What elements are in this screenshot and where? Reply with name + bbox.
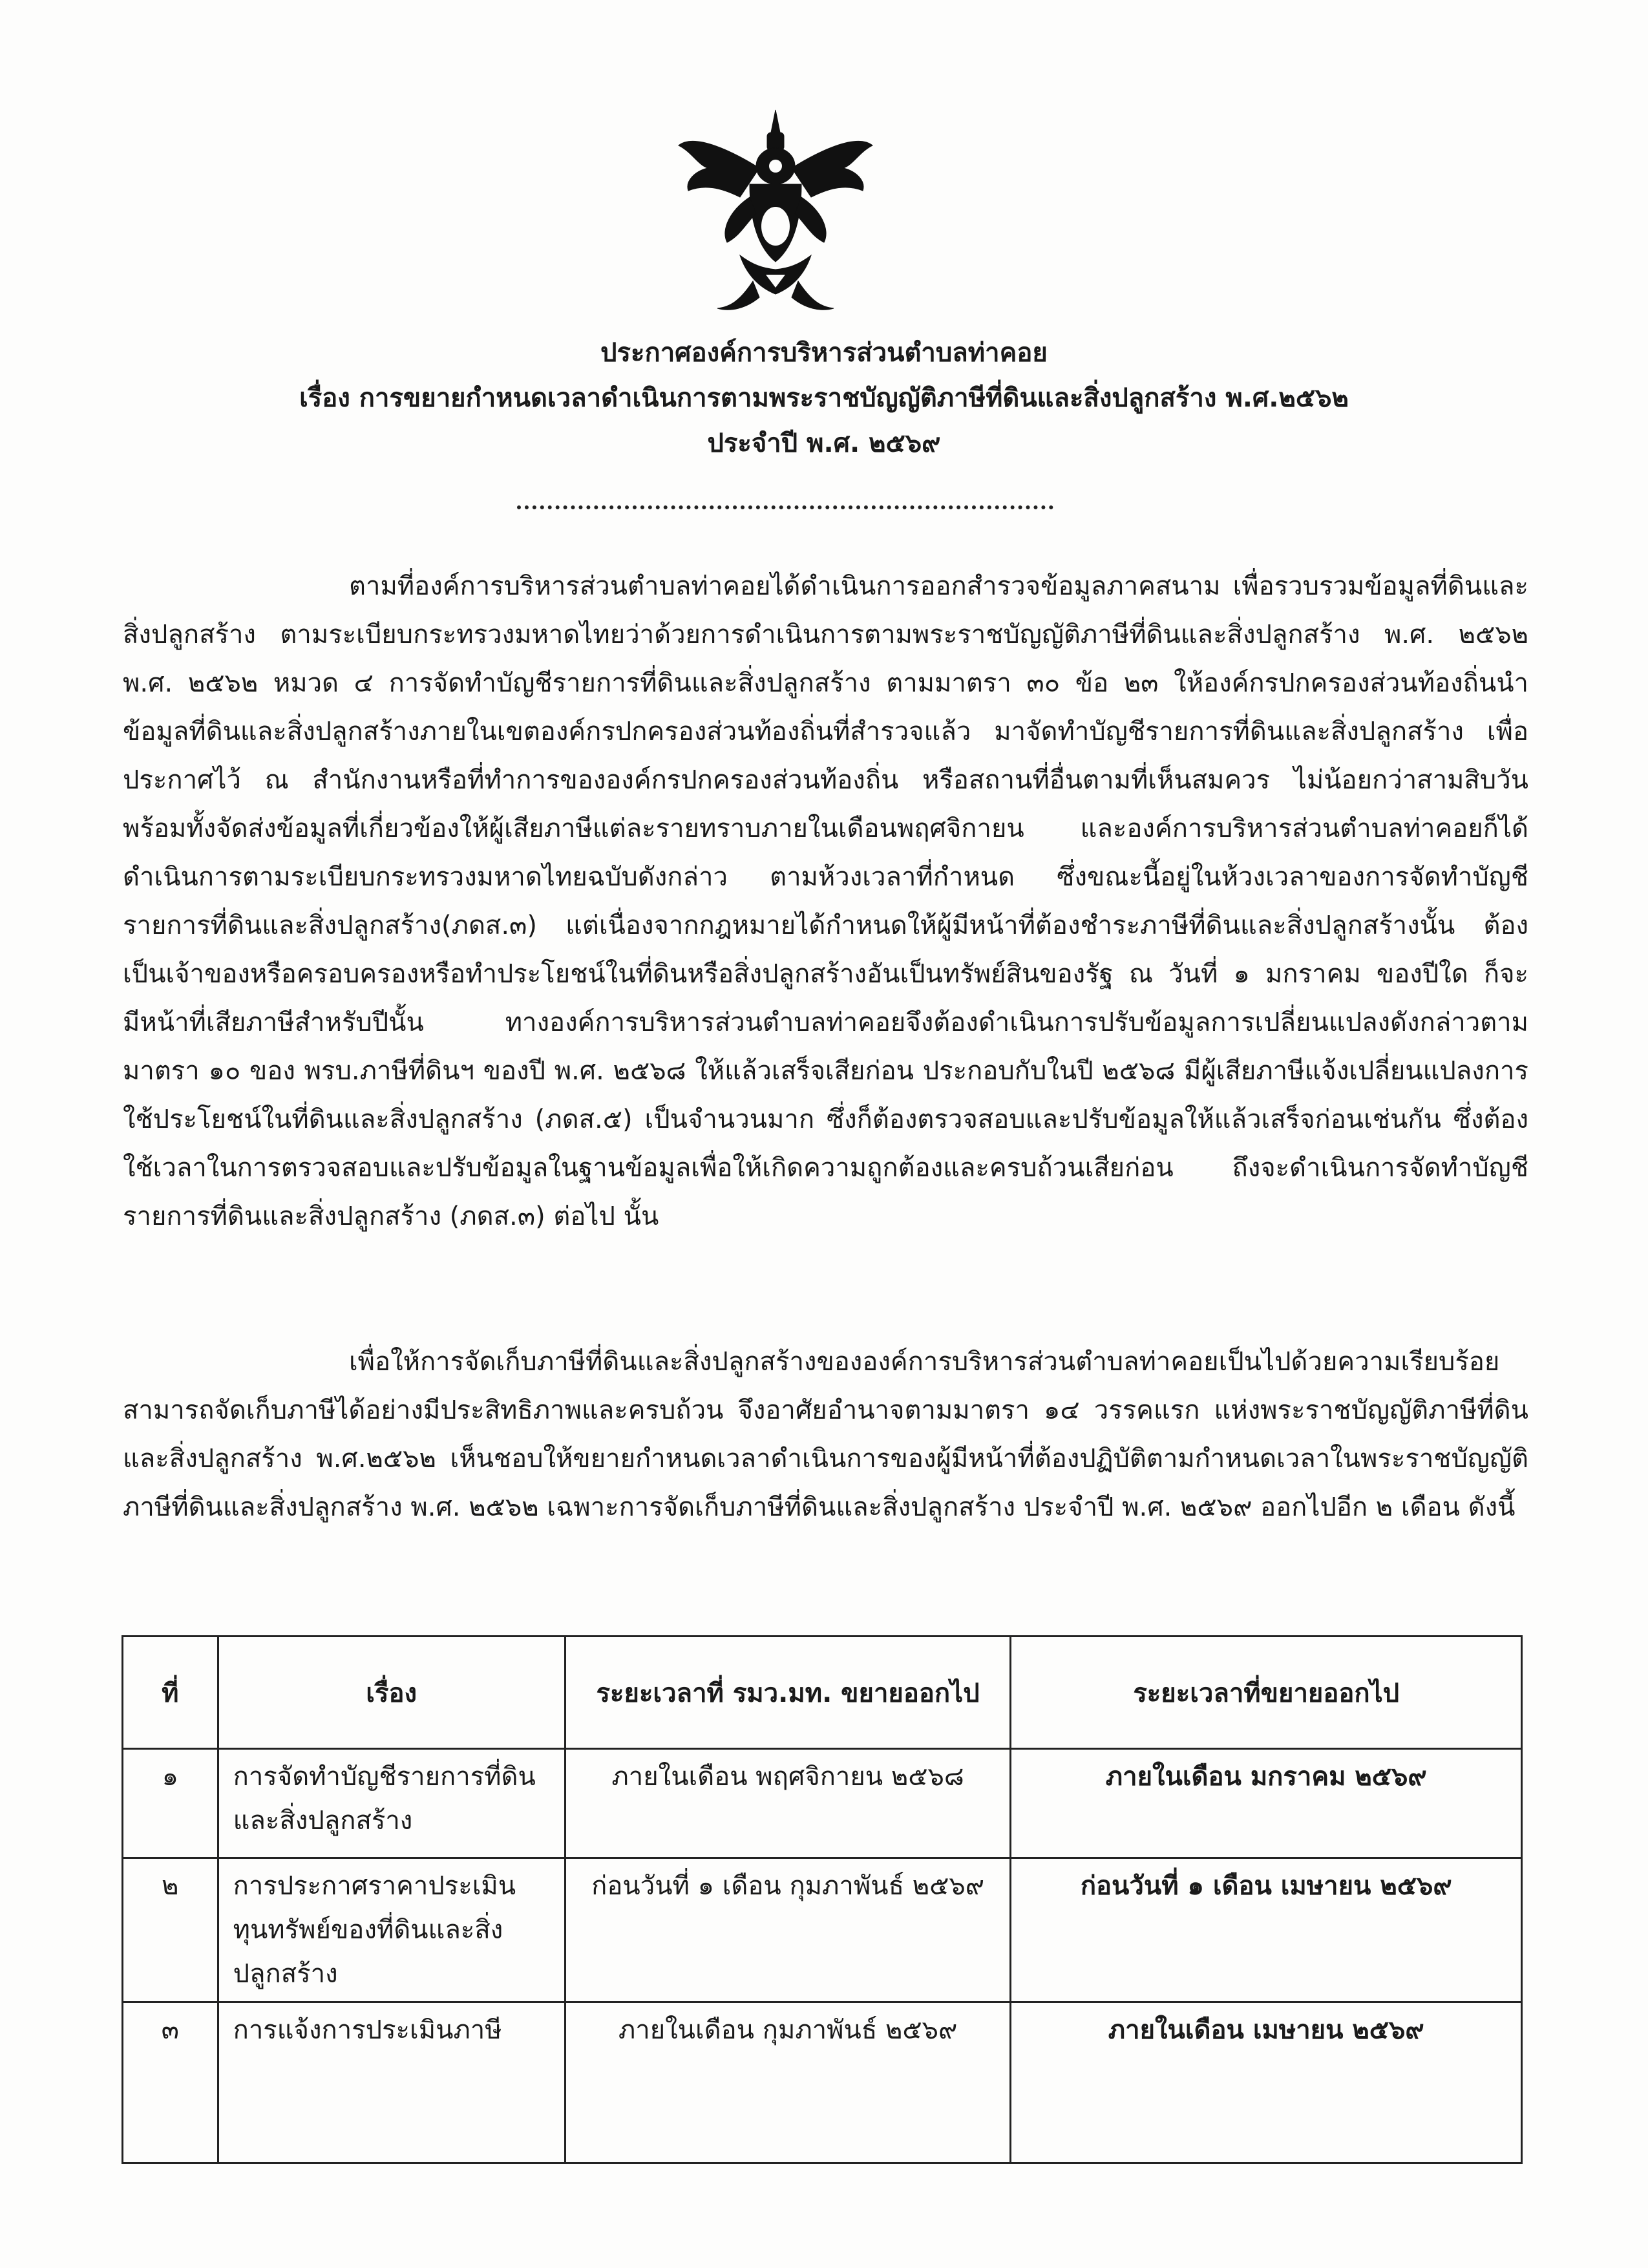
cell-ministry-period: ก่อนวันที่ ๑ เดือน กุมภาพันธ์ ๒๕๖๙	[565, 1858, 1011, 2002]
header-subject: เรื่อง	[218, 1637, 565, 1749]
cell-ministry-period: ภายในเดือน พฤศจิกายน ๒๕๖๘	[565, 1749, 1011, 1858]
announcement-body-2	[123, 1338, 1528, 1532]
announcement-title	[116, 336, 1532, 485]
title-line-3: ประจำปี พ.ศ. ๒๕๖๙	[707, 429, 941, 458]
cell-extended-period: ภายในเดือน เมษายน ๒๕๖๙	[1011, 2002, 1522, 2163]
garuda-emblem-icon	[669, 107, 882, 320]
table-header-row	[123, 1637, 1522, 1749]
cell-no: ๑	[123, 1749, 218, 1858]
dotted-divider	[517, 498, 1053, 509]
cell-extended-period: ก่อนวันที่ ๑ เดือน เมษายน ๒๕๖๙	[1011, 1858, 1522, 2002]
table-row	[123, 1749, 1522, 1858]
title-line-2: เรื่อง การขยายกำหนดเวลาดำเนินการตามพระราชบัญญัติภาษีที่ดินและสิ่งปลูกสร้าง พ.ศ.๒๕๖๒	[299, 383, 1349, 413]
body-paragraph-1: ตามที่องค์การบริหารส่วนตำบลท่าคอยได้ดำเนินการออกสำรวจข้อมูลภาคสนาม เพื่อรวบรวมข้อมูลที่ดินและสิ่งปลูกสร้าง ตามระเบียบกระทรวงมหาดไทยว่าด้วยการดำเนินการตามพระราชบัญญัติภาษีที่ดินและสิ่งปลูกสร้าง พ.ศ. ๒๕๖๒ พ.ศ. ๒๕๖๒ หมวด ๔ การจัดทำบัญชีรายการที่ดินและสิ่งปลูกสร้าง ตามมาตรา ๓๐ ข้อ ๒๓ ให้องค์กรปกครองส่วนท้องถิ่นนำข้อมูลที่ดินและสิ่งปลูกสร้างภายในเขตองค์กรปกครองส่วนท้องถิ่นที่สำรวจแล้ว มาจัดทำบัญชีรายการที่ดินและสิ่งปลูกสร้าง เพื่อประกาศไว้ ณ สำนักงานหรือที่ทำการขององค์กรปกครองส่วนท้องถิ่น หรือสถานที่อื่นตามที่เห็นสมควร ไม่น้อยกว่าสามสิบวัน พร้อมทั้งจัดส่งข้อมูลที่เกี่ยวข้องให้ผู้เสียภาษีแต่ละรายทราบภายในเดือนพฤศจิกายน และองค์การบริหารส่วนตำบลท่าคอยก็ได้ดำเนินการตามระเบียบกระทรวงมหาดไทยฉบับดังกล่าว ตามห้วงเวลาที่กำหนด ซึ่งขณะนี้อยู่ในห้วงเวลาของการจัดทำบัญชีรายการที่ดินและสิ่งปลูกสร้าง(ภดส.๓) แต่เนื่องจากกฎหมายได้กำหนดให้ผู้มีหน้าที่ต้องชำระภาษีที่ดินและสิ่งปลูกสร้างนั้น ต้องเป็นเจ้าของหรือครอบครองหรือทำประโยชน์ในที่ดินหรือสิ่งปลูกสร้างอันเป็นทรัพย์สินของรัฐ ณ วันที่ ๑ มกราคม ของปีใด ก็จะมีหน้าที่เสียภาษีสำหรับปีนั้น ทางองค์การบริหารส่วนตำบลท่าคอยจึงต้องดำเนินการปรับข้อมูลการเปลี่ยนแปลงดังกล่าวตาม มาตรา ๑๐ ของ พรบ.ภาษีที่ดินฯ ของปี พ.ศ. ๒๕๖๘ ให้แล้วเสร็จเสียก่อน ประกอบกับในปี ๒๕๖๘ มีผู้เสียภาษีแจ้งเปลี่ยนแปลงการใช้ประโยชน์ในที่ดินและสิ่งปลูกสร้าง (ภดส.๕) เป็นจำนวนมาก ซึ่งก็ต้องตรวจสอบและปรับข้อมูลให้แล้วเสร็จก่อนเช่นกัน ซึ่งต้องใช้เวลาในการตรวจสอบและปรับข้อมูลในฐานข้อมูลเพื่อให้เกิดความถูกต้องและครบถ้วนเสียก่อน ถึงจะดำเนินการจัดทำบัญชีรายการที่ดินและสิ่งปลูกสร้าง (ภดส.๓) ต่อไป นั้น	[123, 571, 1528, 1231]
table-row	[123, 2002, 1522, 2163]
cell-no: ๒	[123, 1858, 218, 2002]
cell-ministry-period: ภายในเดือน กุมภาพันธ์ ๒๕๖๙	[565, 2002, 1011, 2163]
extension-schedule-table	[121, 1635, 1523, 2164]
header-extended-period: ระยะเวลาที่ขยายออกไป	[1011, 1637, 1522, 1749]
cell-no: ๓	[123, 2002, 218, 2163]
cell-extended-period: ภายในเดือน มกราคม ๒๕๖๙	[1011, 1749, 1522, 1858]
cell-subject: การแจ้งการประเมินภาษี	[218, 2002, 565, 2163]
title-line-1: ประกาศองค์การบริหารส่วนตำบลท่าคอย	[600, 338, 1048, 368]
announcement-body	[123, 562, 1528, 1241]
table-row	[123, 1858, 1522, 2002]
cell-subject: การประกาศราคาประเมินทุนทรัพย์ของที่ดินและสิ่งปลูกสร้าง	[218, 1858, 565, 2002]
body-paragraph-2: เพื่อให้การจัดเก็บภาษีที่ดินและสิ่งปลูกสร้างขององค์การบริหารส่วนตำบลท่าคอยเป็นไปด้วยความเรียบร้อย สามารถจัดเก็บภาษีได้อย่างมีประสิทธิภาพและครบถ้วน จึงอาศัยอำนาจตามมาตรา ๑๔ วรรคแรก แห่งพระราชบัญญัติภาษีที่ดินและสิ่งปลูกสร้าง พ.ศ.๒๕๖๒ เห็นชอบให้ขยายกำหนดเวลาดำเนินการของผู้มีหน้าที่ต้องปฏิบัติตามกำหนดเวลาในพระราชบัญญัติภาษีที่ดินและสิ่งปลูกสร้าง พ.ศ. ๒๕๖๒ เฉพาะการจัดเก็บภาษีที่ดินและสิ่งปลูกสร้าง ประจำปี พ.ศ. ๒๕๖๙ ออกไปอีก ๒ เดือน ดังนี้	[123, 1347, 1528, 1522]
header-no: ที่	[123, 1637, 218, 1749]
cell-subject: การจัดทำบัญชีรายการที่ดินและสิ่งปลูกสร้าง	[218, 1749, 565, 1858]
header-ministry-period: ระยะเวลาที่ รมว.มท. ขยายออกไป	[565, 1637, 1011, 1749]
